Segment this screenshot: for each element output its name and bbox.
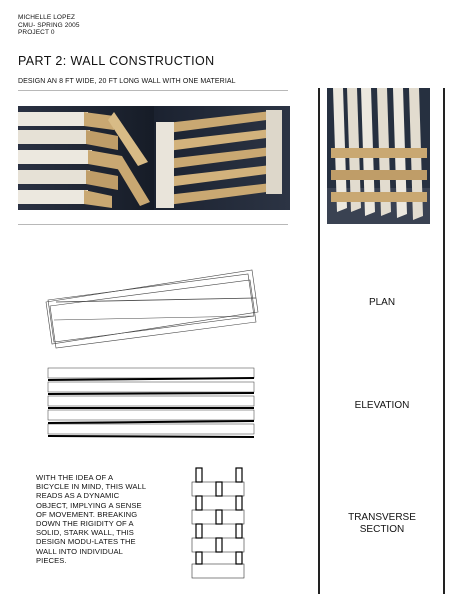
divider-top bbox=[18, 90, 288, 91]
elevation-label: ELEVATION bbox=[354, 400, 410, 411]
model-photo-pair bbox=[18, 106, 290, 210]
plan-drawing-lines bbox=[44, 258, 264, 350]
transverse-section-lines bbox=[186, 464, 250, 580]
author-name: MICHELLE LOPEZ bbox=[18, 14, 76, 21]
model-photo-side bbox=[327, 88, 430, 224]
plan-label: PLAN bbox=[368, 297, 396, 308]
vertical-rule-left bbox=[318, 88, 320, 594]
vertical-rule-right bbox=[443, 88, 445, 594]
transverse-section-label-line1: TRANSVERSE bbox=[348, 512, 416, 523]
design-description: WITH THE IDEA OF A BICYCLE IN MIND, THIS WALL READS AS A DYNAMIC OBJECT, IMPLYING A SENSE OF MOVEMENT. BREAKING DOWN THE RIGIDITY OF A SOLID, STARK WALL, THIS DESIGN MODU-LATES THE WALL INTO INDIVIDUAL PIECES. bbox=[36, 473, 146, 565]
elevation-drawing-lines bbox=[46, 366, 258, 442]
author-header bbox=[18, 14, 80, 37]
transverse-section-label-line2: SECTION bbox=[359, 524, 405, 535]
model-photo-side-illustration bbox=[327, 88, 430, 224]
divider-mid bbox=[18, 224, 288, 225]
transverse-section-label bbox=[322, 512, 442, 536]
model-photo-illustration bbox=[18, 106, 290, 210]
transverse-section-drawing bbox=[186, 464, 250, 580]
page-title: PART 2: WALL CONSTRUCTION bbox=[18, 54, 215, 68]
assignment-statement: DESIGN AN 8 FT WIDE, 20 FT LONG WALL WITH ONE MATERIAL bbox=[18, 78, 236, 85]
course-term: CMU- SPRING 2005 bbox=[18, 21, 80, 29]
project-number: PROJECT 0 bbox=[18, 29, 55, 36]
plan-drawing bbox=[44, 258, 264, 350]
elevation-drawing bbox=[46, 366, 258, 442]
